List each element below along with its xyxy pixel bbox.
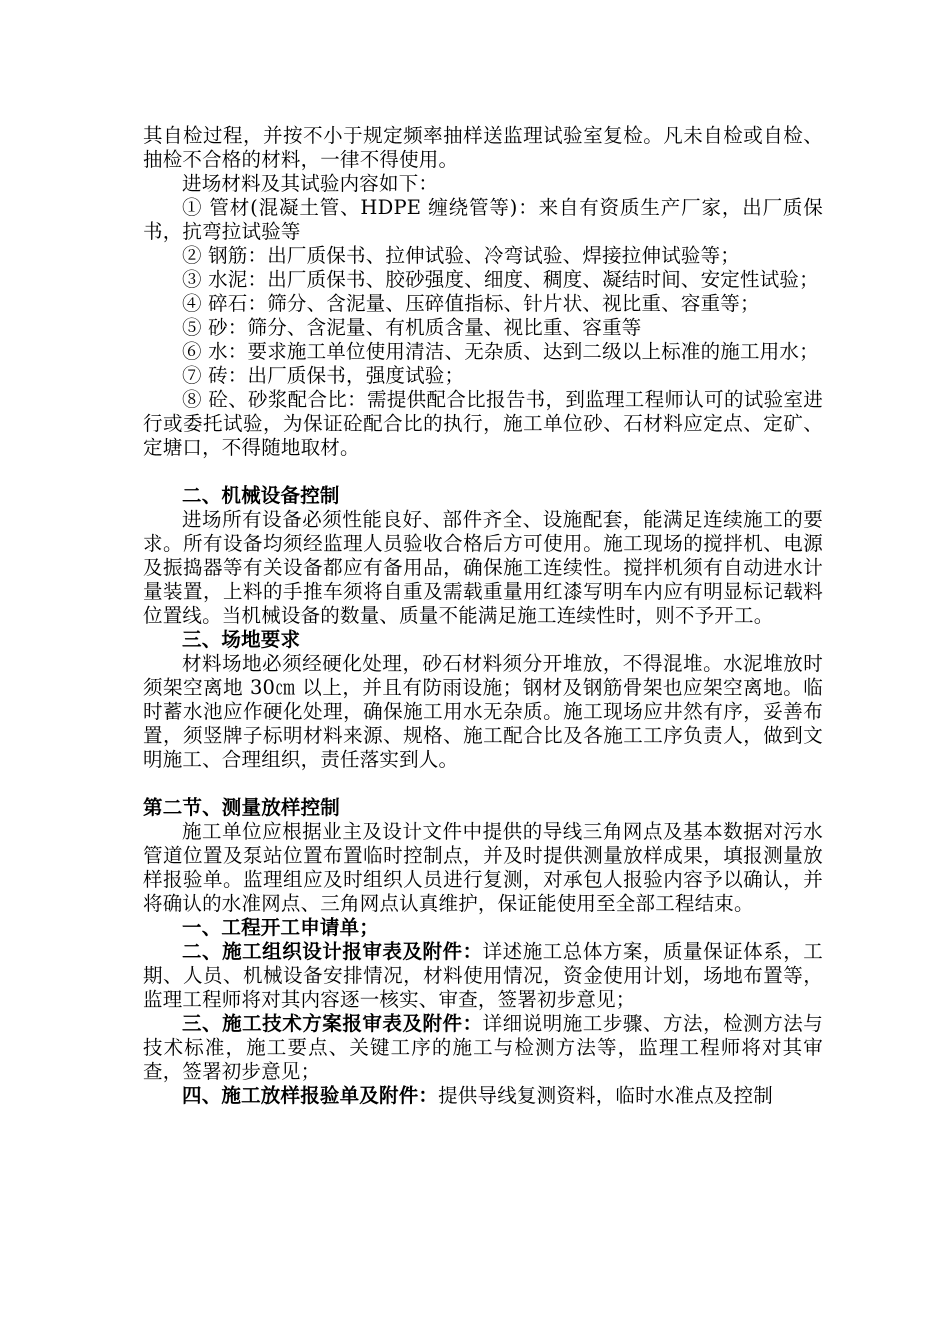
list-item-cement: ③ 水泥：出厂质保书、胶砂强度、细度、稠度、凝结时间、安定性试验； xyxy=(182,268,819,291)
document-page xyxy=(143,124,823,1108)
paragraph-org-design xyxy=(143,940,823,1012)
heading-start-application: 一、工程开工申请单； xyxy=(182,916,380,939)
heading-tech-plan: 三、施工技术方案报审表及附件： xyxy=(182,1012,483,1035)
list-item-sand: ⑤ 砂：筛分、含泥量、有机质含量、视比重、容重等 xyxy=(182,316,642,339)
paragraph-site: 材料场地必须经硬化处理，砂石材料须分开堆放，不得混堆。水泥堆放时须架空离地 30㎝ 以上，并且有防雨设施；钢材及钢筋骨架也应架空离地。临时蓄水池应作硬化处理，确保施工用水无杂质。施工现场应井然有序，妥善布置，须竖牌子标明材料来源、规格、施工配合比及各施工工序负责人，做到文明施工、合理组织，责任落实到人。 xyxy=(143,652,823,771)
heading-section-2-survey: 第二节、测量放样控制 xyxy=(143,796,341,819)
spacer xyxy=(143,460,823,484)
list-item-rebar: ② 钢筋：出厂质保书、拉伸试验、冷弯试验、焊接拉伸试验等； xyxy=(182,244,740,267)
list-item-gravel: ④ 碎石：筛分、含泥量、压碎值指标、针片状、视比重、容重等； xyxy=(182,292,760,315)
paragraph-survey: 施工单位应根据业主及设计文件中提供的导线三角网点及基本数据对污水管道位置及泵站位置布置临时控制点，并及时提供测量放样成果，填报测量放样报验单。监理组应及时组织人员进行复测，对承包人报验内容予以确认，并将确认的水准网点、三角网点认真维护，保证能使用至全部工程结束。 xyxy=(143,820,823,915)
heading-stakeout: 四、施工放样报验单及附件： xyxy=(182,1084,439,1107)
paragraph-self-inspection: 其自检过程，并按不小于规定频率抽样送监理试验室复检。凡未自检或自检、抽检不合格的材料，一律不得使用。 xyxy=(143,124,823,171)
list-item-brick: ⑦ 砖：出厂质保书，强度试验； xyxy=(182,364,465,387)
text-org-design: 详述施工总体方案，质量保证体系，工期、人员、机械设备安排情况，材料使用情况，资金使用计划，场地布置等，监理工程师将对其内容逐一核实、审查，签署初步意见； xyxy=(143,940,823,1011)
paragraph-stakeout xyxy=(143,1084,823,1108)
paragraph-machinery: 进场所有设备必须性能良好、部件齐全、设施配套，能满足连续施工的要求。所有设备均须经监理人员验收合格后方可使用。施工现场的搅拌机、电源及振捣器等有关设备都应有备用品，确保施工连续性。搅拌机须有自动进水计量装置，上料的手推车须将自重及需载重量用红漆写明车内应有明显标记载料位置线。当机械设备的数量、质量不能满足施工连续性时，则不予开工。 xyxy=(143,508,823,627)
text-stakeout: 提供导线复测资料，临时水准点及控制 xyxy=(438,1084,774,1107)
spacer xyxy=(143,772,823,796)
heading-org-design: 二、施工组织设计报审表及附件： xyxy=(182,940,483,963)
heading-site-requirements: 三、场地要求 xyxy=(182,628,301,651)
text-tech-plan: 详细说明施工步骤、方法，检测方法与技术标准，施工要点、关键工序的施工与检测方法等，监理工程师将对其审查，签署初步意见； xyxy=(143,1012,823,1083)
heading-machinery-control: 二、机械设备控制 xyxy=(182,484,340,507)
list-item-mix-ratio: ⑧ 砼、砂浆配合比：需提供配合比报告书，到监理工程师认可的试验室进行或委托试验，为保证砼配合比的执行，施工单位砂、石材料应定点、定矿、定塘口，不得随地取材。 xyxy=(143,388,823,459)
list-item-water: ⑥ 水：要求施工单位使用清洁、无杂质、达到二级以上标准的施工用水； xyxy=(182,340,819,363)
list-item-pipes: ① 管材(混凝土管、HDPE 缠绕管等)：来自有资质生产厂家，出厂质保书，抗弯拉试验等 xyxy=(143,196,823,243)
paragraph-materials-intro: 进场材料及其试验内容如下： xyxy=(182,172,439,195)
paragraph-tech-plan xyxy=(143,1012,823,1084)
